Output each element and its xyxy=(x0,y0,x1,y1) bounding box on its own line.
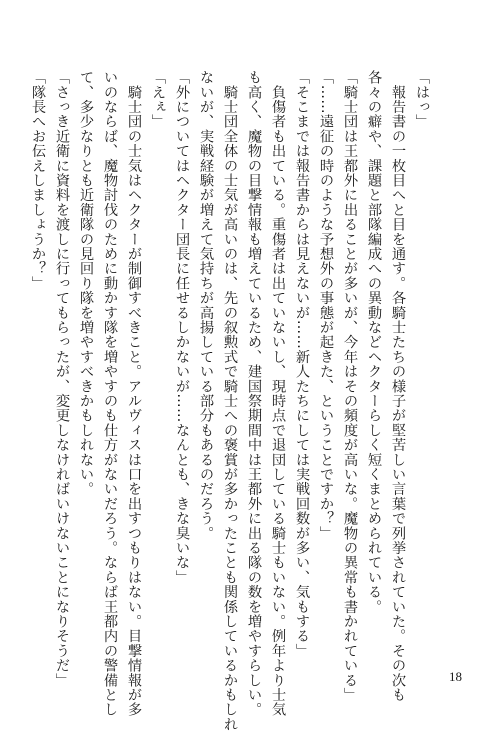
text-line: 騎士団の士気はヘクターが制御すべきこと。アルヴィスは口を出すつもりはない。目撃情報が多 xyxy=(126,70,142,717)
text-line: 「……遠征の時のような予想外の事態が起きた、ということですか？」 xyxy=(318,70,334,541)
text-line: ないが、実戦経験が増えて気持ちが高揚している部分もあるのだろう。 xyxy=(198,70,214,541)
text-line: 騎士団全体の士気が高いのは、先の叙勲式で騎士への褒賞が多かったことも関係しているかもしれ xyxy=(222,70,238,732)
text-line: 「さっき近衛に資料を渡しに行ってもらったが、変更しなければいけないことになりそうだ」 xyxy=(54,70,70,688)
text-line: 報告書の一枚目へと目を通す。各騎士たちの様子が堅苦しい言葉で列挙されていた。その次も xyxy=(390,70,406,703)
page-number: 18 xyxy=(449,669,462,684)
text-line: 「騎士団は王都外に出ることが多いが、今年はその頻度が高いな。魔物の異常も書かれている」 xyxy=(342,70,358,703)
text-line: 負傷者も出ている。重傷者は出ていないし、現時点で退団している騎士もいない。例年より士気 xyxy=(270,70,286,717)
vertical-text-body xyxy=(30,70,434,732)
text-line: 各々の癖や、課題と部隊編成への異動などヘクターらしく短くまとめられている。 xyxy=(366,70,382,614)
text-line: いのならば、魔物討伐のために動かす隊を増やすのも仕方がないだろう。ならば王都内の警備とし xyxy=(102,70,118,717)
text-line: て、多少なりとも近衛隊の見回り隊を増やすべきかもしれない。 xyxy=(78,70,94,497)
text-line: も高く、魔物の目撃情報も増えているため、建国祭期間中は王都外に出る隊の数を増やすらしい。 xyxy=(246,70,262,717)
text-line: 「外についてはヘクター団長に任せるしかないが……なんとも、きな臭いな」 xyxy=(174,70,190,585)
text-line: 「隊長へお伝えしましょうか？」 xyxy=(30,70,46,291)
text-line: 「えぇ」 xyxy=(150,70,166,129)
text-line: 「はっ」 xyxy=(414,70,430,129)
text-line: 「そこまでは報告書からは見えないが……新人たちにしては実戦回数が多い、気もする」 xyxy=(294,70,310,658)
